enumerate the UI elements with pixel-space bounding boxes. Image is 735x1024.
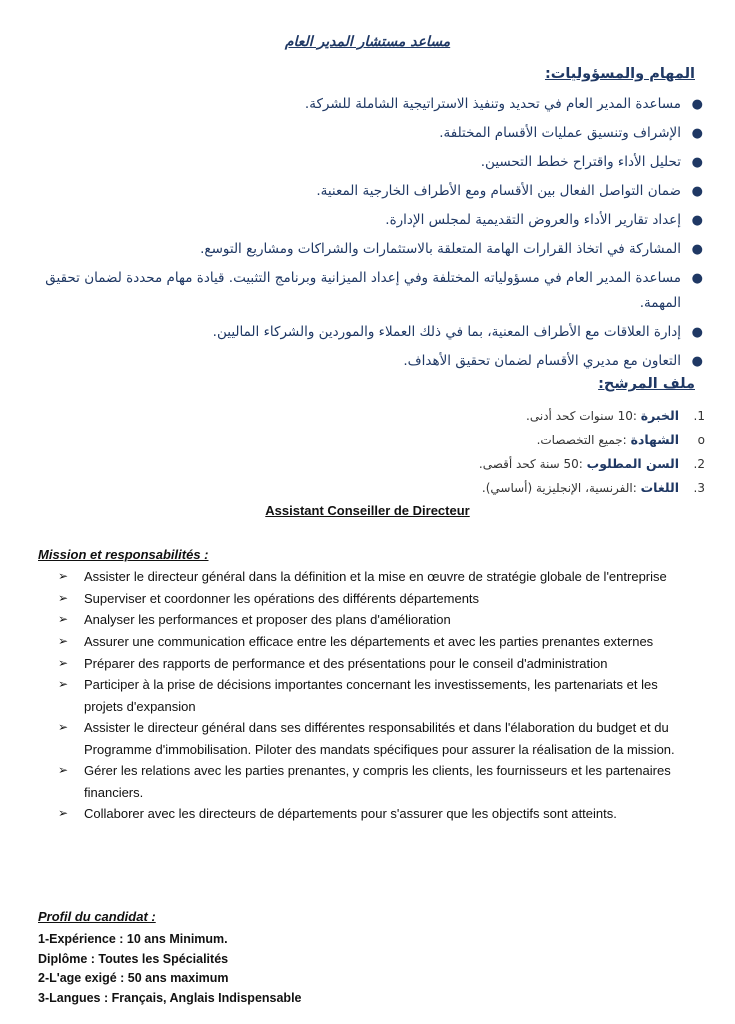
- arabic-title: مساعد مستشار المدير العام: [284, 34, 451, 50]
- list-item: 3-Langues : Français, Anglais Indispensable: [38, 990, 302, 1005]
- bullet-icon: ●: [691, 213, 703, 228]
- list-item: ➢ Superviser et coordonner les opérations des différents départements: [58, 588, 698, 609]
- list-item: ➢ Gérer les relations avec les parties prenantes, y compris les clients, les fournisseurs et les partenaires financiers.: [58, 760, 698, 803]
- bullet-icon: ●: [691, 126, 703, 141]
- list-item: ● إدارة العلاقات مع الأطراف المعنية، بما في ذلك العملاء والموردين والشركاء الماليين.: [25, 320, 705, 345]
- arabic-profile-list: [25, 404, 705, 500]
- arabic-profile-heading: ملف المرشح:: [598, 376, 695, 392]
- list-item: 2. السن المطلوب :50 سنة كحد أقصى.: [478, 456, 705, 471]
- list-item: 2-L'age exigé : 50 ans maximum: [38, 971, 229, 985]
- arrow-bullet-icon: ➢: [58, 655, 69, 670]
- list-item: ➢ Analyser les performances et proposer des plans d'amélioration: [58, 609, 698, 630]
- list-item: 1-Expérience : 10 ans Minimum.: [38, 932, 228, 946]
- bullet-icon: ●: [691, 354, 703, 369]
- arrow-bullet-icon: ➢: [58, 590, 69, 605]
- arrow-bullet-icon: ➢: [58, 634, 69, 649]
- list-item: ➢ Assurer une communication efficace entre les départements et avec les parties prenantes externes: [58, 631, 698, 652]
- bullet-icon: ●: [691, 155, 703, 170]
- arrow-bullet-icon: ➢: [58, 806, 69, 821]
- list-item: ● ضمان التواصل الفعال بين الأقسام ومع الأطراف الخارجية المعنية.: [25, 179, 705, 204]
- list-item: ● إعداد تقارير الأداء والعروض التقديمية لمجلس الإدارة.: [25, 208, 705, 233]
- arrow-bullet-icon: ➢: [58, 569, 69, 583]
- list-item: ● تحليل الأداء واقتراح خطط التحسين.: [25, 150, 705, 175]
- arrow-bullet-icon: ➢: [58, 763, 69, 778]
- list-item: ➢ Préparer des rapports de performance et des présentations pour le conseil d'administration: [58, 653, 698, 674]
- list-item: 3. اللغات :الفرنسية، الإنجليزية (أساسي).: [481, 480, 705, 495]
- list-item: 1. الخبرة :10 سنوات كحد أدنى.: [526, 408, 705, 423]
- list-item: ● مساعدة المدير العام في مسؤولياته المختلفة وفي إعداد الميزانية وبرنامج التثبيت. قيادة مهام محددة لضمان تحقيق المهمة.: [25, 266, 705, 316]
- arrow-bullet-icon: ➢: [58, 677, 69, 692]
- arrow-bullet-icon: ➢: [58, 720, 69, 735]
- list-item: ● مساعدة المدير العام في تحديد وتنفيذ الاستراتيجية الشاملة للشركة.: [25, 92, 705, 117]
- list-item: ➢ Assister le directeur général dans ses différentes responsabilités et dans l'élaboration du budget et du Programme d'immobilisation. Piloter des mandats spécifiques pour assurer la réalisation de la mission.: [58, 717, 698, 760]
- list-item: o الشهادة :جميع التخصصات.: [536, 432, 705, 447]
- french-profile-list: [38, 930, 302, 1008]
- bullet-icon: ●: [691, 325, 703, 340]
- french-missions-list: [58, 566, 698, 825]
- list-item: ● التعاون مع مديري الأقسام لضمان تحقيق الأهداف.: [25, 349, 705, 374]
- bullet-icon: ●: [691, 271, 703, 286]
- french-profile-heading: Profil du candidat :: [38, 909, 156, 924]
- list-item: ➢ Participer à la prise de décisions importantes concernant les investissements, les partenariats et les projets d'expansion: [58, 674, 698, 717]
- bullet-icon: ●: [691, 242, 703, 257]
- bullet-icon: ●: [691, 184, 703, 199]
- bullet-icon: ●: [691, 97, 703, 112]
- arrow-bullet-icon: ➢: [58, 612, 69, 627]
- list-item: ➢ Assister le directeur général dans la définition et la mise en œuvre de stratégie globale de l'entreprise: [58, 566, 698, 587]
- arabic-missions-list: [25, 92, 705, 378]
- arabic-missions-heading: المهام والمسؤوليات:: [544, 66, 695, 82]
- french-missions-heading: Mission et responsabilités :: [38, 547, 209, 562]
- french-title: Assistant Conseiller de Directeur: [265, 503, 470, 518]
- list-item: Diplôme : Toutes les Spécialités: [38, 951, 229, 966]
- list-item: ➢ Collaborer avec les directeurs de départements pour s'assurer que les objectifs sont atteints.: [58, 803, 698, 824]
- list-item: ● الإشراف وتنسيق عمليات الأقسام المختلفة.: [25, 121, 705, 146]
- list-item: ● المشاركة في اتخاذ القرارات الهامة المتعلقة بالاستثمارات والشراكات ومشاريع التوسع.: [25, 237, 705, 262]
